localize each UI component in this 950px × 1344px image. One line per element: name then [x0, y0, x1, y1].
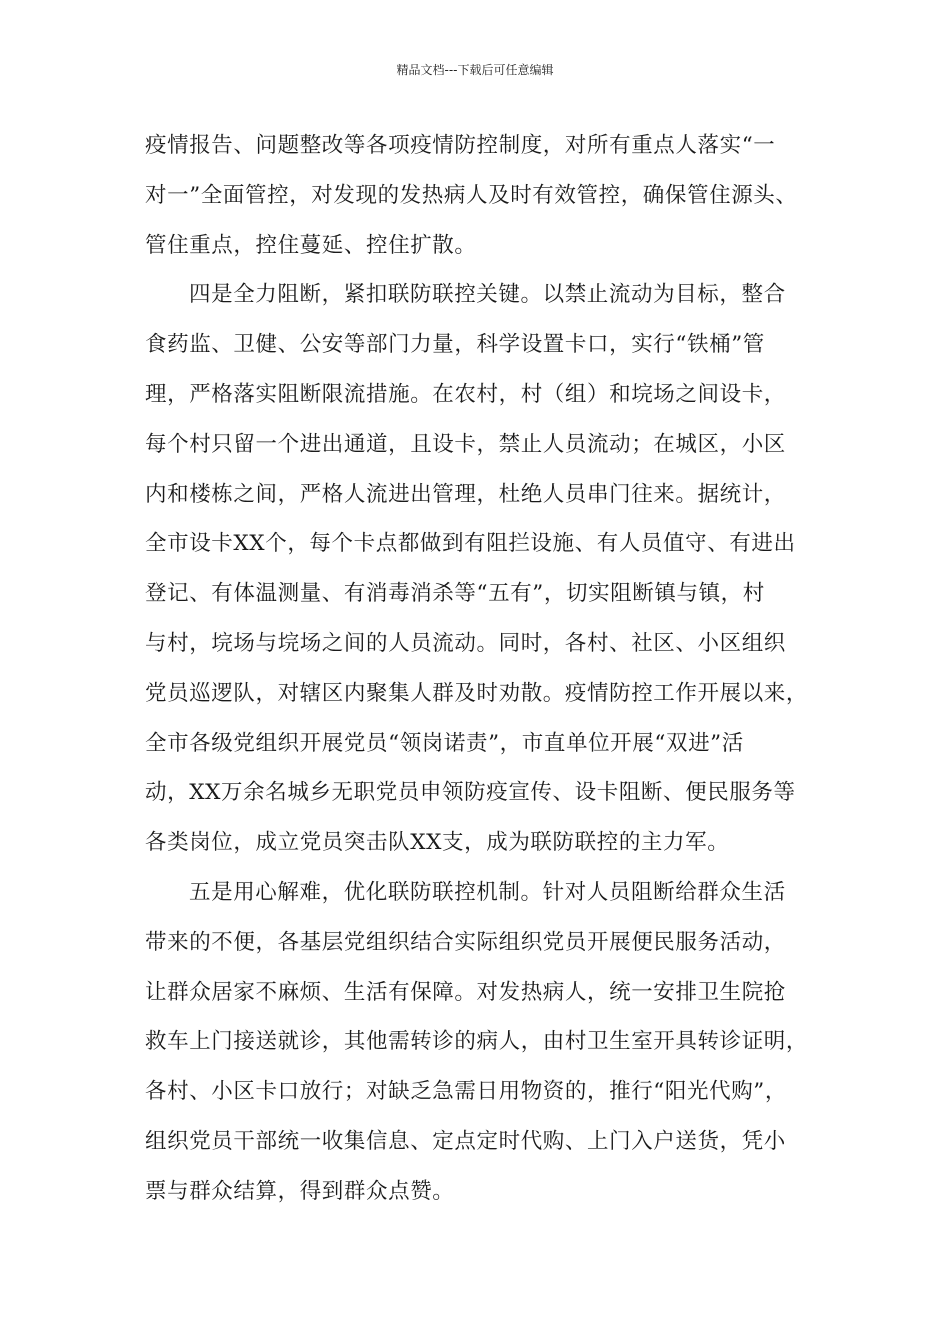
text-line: 疫情报告、问题整改等各项疫情防控制度，对所有重点人落实“一	[145, 133, 776, 158]
text-line: 党员巡逻队，对辖区内聚集人群及时劝散。疫情防控工作开展以来，	[145, 680, 809, 706]
text-line: 救车上门接送就诊，其他需转诊的病人，由村卫生室开具转诊证明，	[145, 1029, 809, 1055]
text-line: 每个村只留一个进出通道，且设卡，禁止人员流动；在城区，小区	[145, 431, 786, 457]
text-line: 与村，垸场与垸场之间的人员流动。同时，各村、社区、小区组织	[145, 630, 786, 656]
text-line: 动，XX万余名城乡无职党员申领防疫宣传、设卡阻断、便民服务等	[145, 780, 796, 806]
text-line: 四是全力阻断，紧扣联防联控关键。以禁止流动为目标，整合	[189, 282, 786, 308]
page-header: 精品文档---下载后可任意编辑	[396, 63, 554, 77]
text-line: 带来的不便，各基层党组织结合实际组织党员开展便民服务活动，	[145, 929, 786, 955]
text-line: 管住重点，控住蔓延、控住扩散。	[145, 232, 477, 258]
text-line: 食药监、卫健、公安等部门力量，科学设置卡口，实行“铁桶”管	[145, 332, 765, 358]
text-line: 内和楼栋之间，严格人流进出管理，杜绝人员串门往来。据统计，	[145, 481, 786, 507]
paragraph	[145, 128, 825, 277]
paragraph	[145, 277, 825, 875]
text-line: 票与群众结算，得到群众点赞。	[145, 1178, 455, 1204]
text-line: 对一”全面管控，对发现的发热病人及时有效管控，确保管住源头、	[145, 182, 798, 208]
text-line: 理，严格落实阻断限流措施。在农村，村（组）和垸场之间设卡，	[145, 381, 786, 407]
text-line: 各类岗位，成立党员突击队XX支，成为联防联控的主力军。	[145, 830, 730, 856]
text-line: 登记、有体温测量、有消毒消杀等“五有”，切实阻断镇与镇，村	[145, 581, 765, 607]
text-line: 各村、小区卡口放行；对缺乏急需日用物资的，推行“阳光代购”，	[145, 1079, 787, 1105]
text-line: 全市设卡XX个，每个卡点都做到有阻拦设施、有人员值守、有进出	[145, 531, 796, 557]
text-line: 让群众居家不麻烦、生活有保障。对发热病人，统一安排卫生院抢	[145, 979, 786, 1005]
text-line: 组织党员干部统一收集信息、定点定时代购、上门入户送货，凭小	[145, 1128, 786, 1154]
document-body	[145, 128, 825, 1224]
text-line: 全市各级党组织开展党员“领岗诺责”，市直单位开展“双进”活	[145, 730, 744, 756]
paragraph	[145, 875, 825, 1224]
text-line: 五是用心解难，优化联防联控机制。针对人员阻断给群众生活	[189, 879, 786, 905]
